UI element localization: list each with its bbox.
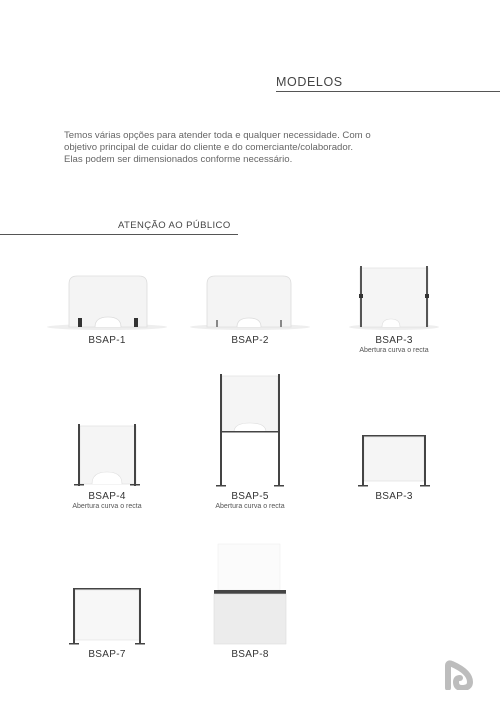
product-bsap-2 (180, 272, 320, 346)
product-bsap-5 (180, 372, 320, 510)
bsap-3b-image (324, 433, 464, 488)
product-name: BSAP-5 (231, 491, 269, 502)
bsap-7-image (37, 586, 177, 646)
product-bsap-3 (324, 266, 464, 354)
product-bsap-7 (37, 586, 177, 660)
product-name: BSAP-3 (375, 491, 413, 502)
product-bsap-8 (180, 540, 320, 660)
bsap-1-image (37, 272, 177, 332)
product-name: BSAP-2 (231, 335, 269, 346)
product-bsap-1 (37, 272, 177, 346)
section-title: ATENÇÃO AO PÚBLICO (118, 220, 231, 231)
bsap-4-image (37, 422, 177, 488)
product-bsap-3b (324, 433, 464, 502)
product-bsap-4 (37, 422, 177, 510)
bsap-8-image (180, 540, 320, 646)
bsap-2-image (180, 272, 320, 332)
bsap-5-image (180, 372, 320, 488)
page-title: MODELOS (276, 75, 343, 89)
intro-line-2: objetivo principal de cuidar do cliente e do comerciante/colaborador. (64, 142, 354, 153)
product-name: BSAP-7 (88, 649, 126, 660)
section-divider (0, 234, 238, 235)
brand-logo-icon (444, 660, 474, 695)
product-name: BSAP-4 (88, 491, 126, 502)
intro-line-1: Temos várias opções para atender toda e qualquer necessidade. Com o (64, 130, 371, 141)
intro-line-3: Elas podem ser dimensionados conforme necessário. (64, 154, 293, 165)
product-note: Abertura curva o recta (215, 503, 285, 510)
product-note: Abertura curva o recta (359, 347, 429, 354)
product-note: Abertura curva o recta (72, 503, 142, 510)
intro-text (64, 130, 454, 166)
product-name: BSAP-8 (231, 649, 269, 660)
product-name: BSAP-3 (375, 335, 413, 346)
title-divider (276, 91, 500, 92)
bsap-3-image (324, 266, 464, 332)
product-name: BSAP-1 (88, 335, 126, 346)
